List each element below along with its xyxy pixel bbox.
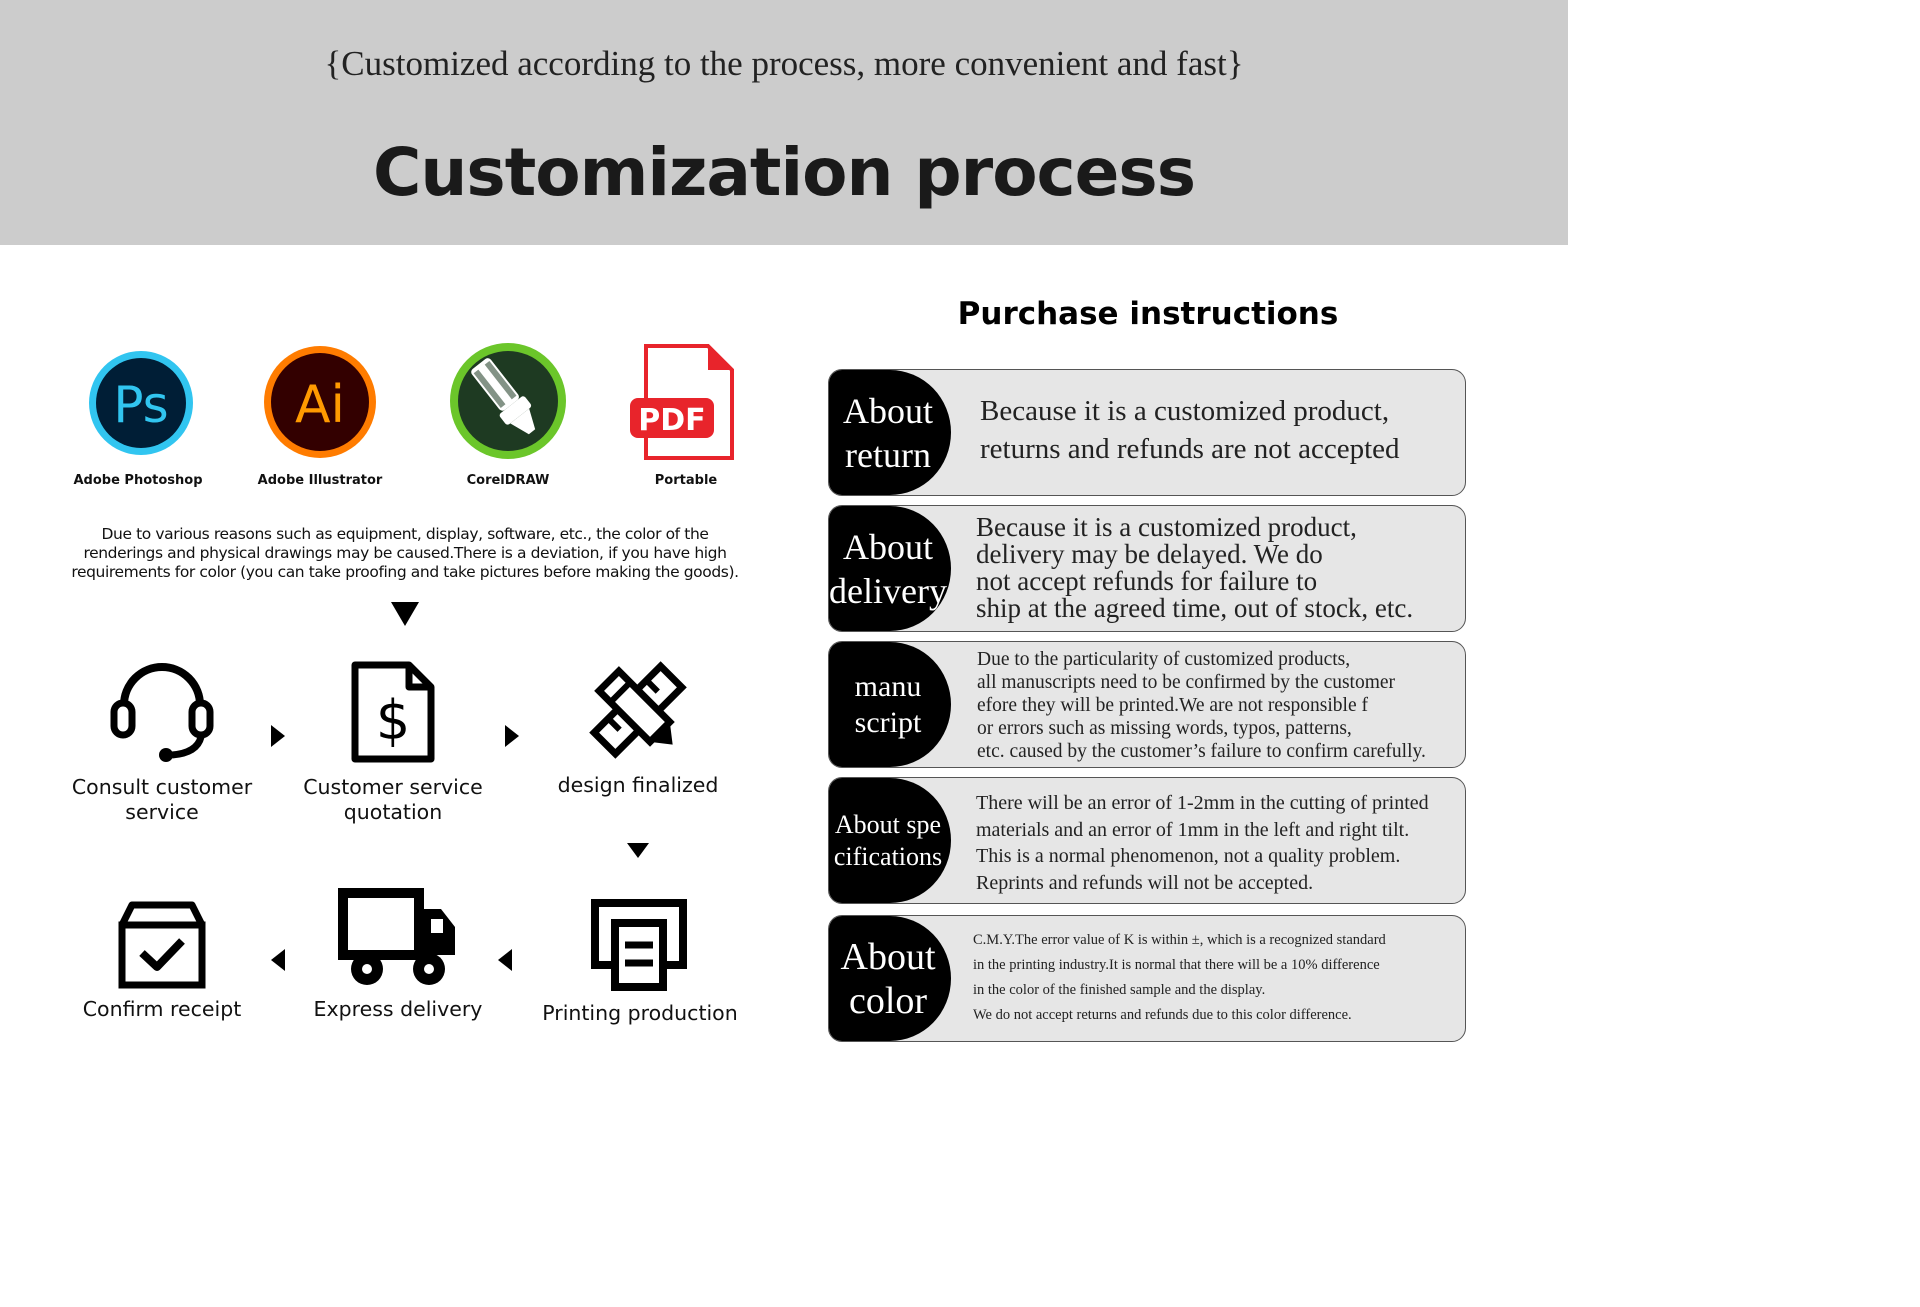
step-consult <box>57 657 267 824</box>
step-receipt <box>57 897 267 1021</box>
instruction-card-color <box>828 915 1466 1042</box>
svg-text:$: $ <box>375 689 411 752</box>
step-printing <box>535 895 745 1025</box>
arrow-right-icon <box>505 725 519 747</box>
step-quotation <box>288 657 498 824</box>
software-label: CorelDRAW <box>466 473 550 488</box>
svg-text:Ps: Ps <box>113 376 169 434</box>
step-label: Customer service quotation <box>303 775 483 824</box>
design-tools-icon <box>583 655 693 765</box>
step-label: Printing production <box>542 1001 738 1025</box>
receipt-box-icon <box>112 897 212 997</box>
card-text: Due to the particularity of customized products, all manuscripts need to be confirmed by the customer efore they will be printed.We are not responsible f or errors such as missing words, typos, patterns, etc. caused by the customer’s failure to confirm carefully. <box>977 649 1426 762</box>
purchase-instructions-title: Purchase instructions <box>957 296 1339 332</box>
software-label: Adobe Photoshop <box>73 473 203 488</box>
card-tab: About color <box>829 916 951 1041</box>
step-label: Confirm receipt <box>82 997 242 1021</box>
page-title: Customization process <box>372 134 1195 211</box>
software-label: Adobe Illustrator <box>257 473 383 488</box>
instruction-card-return <box>828 369 1466 496</box>
card-tab: manu script <box>829 642 951 767</box>
card-text: C.M.Y.The error value of K is within ±, which is a recognized standard in the printing industry.It is normal that there will be a 10% difference in the color of the finished sample and the display. We do not accept returns and refunds due to this color difference. <box>973 932 1386 1023</box>
arrow-down-icon <box>391 602 419 626</box>
instruction-card-manuscript <box>828 641 1466 768</box>
photoshop-icon <box>78 340 198 460</box>
arrow-right-icon <box>271 725 285 747</box>
step-label: design finalized <box>557 773 719 797</box>
card-text: There will be an error of 1-2mm in the cutting of printed materials and an error of 1mm in the left and right tilt. This is a normal phenomenon, not a quality problem. Reprints and refunds will not be accepted. <box>976 792 1429 894</box>
svg-text:Ai: Ai <box>294 375 346 435</box>
card-tab: About spe cifications <box>829 778 951 903</box>
step-label: Consult customer service <box>71 775 253 824</box>
step-design <box>533 655 743 797</box>
header-banner <box>0 0 1568 245</box>
step-label: Express delivery <box>313 997 483 1021</box>
software-label: Portable <box>654 473 718 488</box>
card-text: Because it is a customized product, delivery may be delayed. We do not accept refunds for failure to ship at the agreed time, out of stock, etc. <box>976 512 1414 623</box>
pdf-icon <box>626 340 746 464</box>
card-tab: About delivery <box>829 506 951 631</box>
headset-icon <box>102 657 222 767</box>
instruction-card-delivery <box>828 505 1466 632</box>
illustrator-icon <box>260 340 380 460</box>
arrow-left-icon <box>271 949 285 971</box>
svg-text:PDF: PDF <box>638 403 706 438</box>
coreldraw-icon <box>446 340 570 464</box>
truck-icon <box>333 885 463 995</box>
card-tab: About return <box>829 370 951 495</box>
card-text: Because it is a customized product, returns and refunds are not accepted <box>980 395 1400 465</box>
step-delivery <box>293 885 503 1021</box>
color-deviation-note: Due to various reasons such as equipment, display, software, etc., the color of the renderings and physical drawings may be caused.There is a deviation, if you have high requirements for color (you can take proofing and take pictures before making the goods). <box>71 525 739 581</box>
printer-icon <box>585 895 695 995</box>
header-subtitle: {Customized according to the process, more convenient and fast} <box>324 44 1244 83</box>
quotation-icon <box>343 657 443 767</box>
arrow-down-icon <box>627 843 649 858</box>
instruction-card-specifications <box>828 777 1466 904</box>
